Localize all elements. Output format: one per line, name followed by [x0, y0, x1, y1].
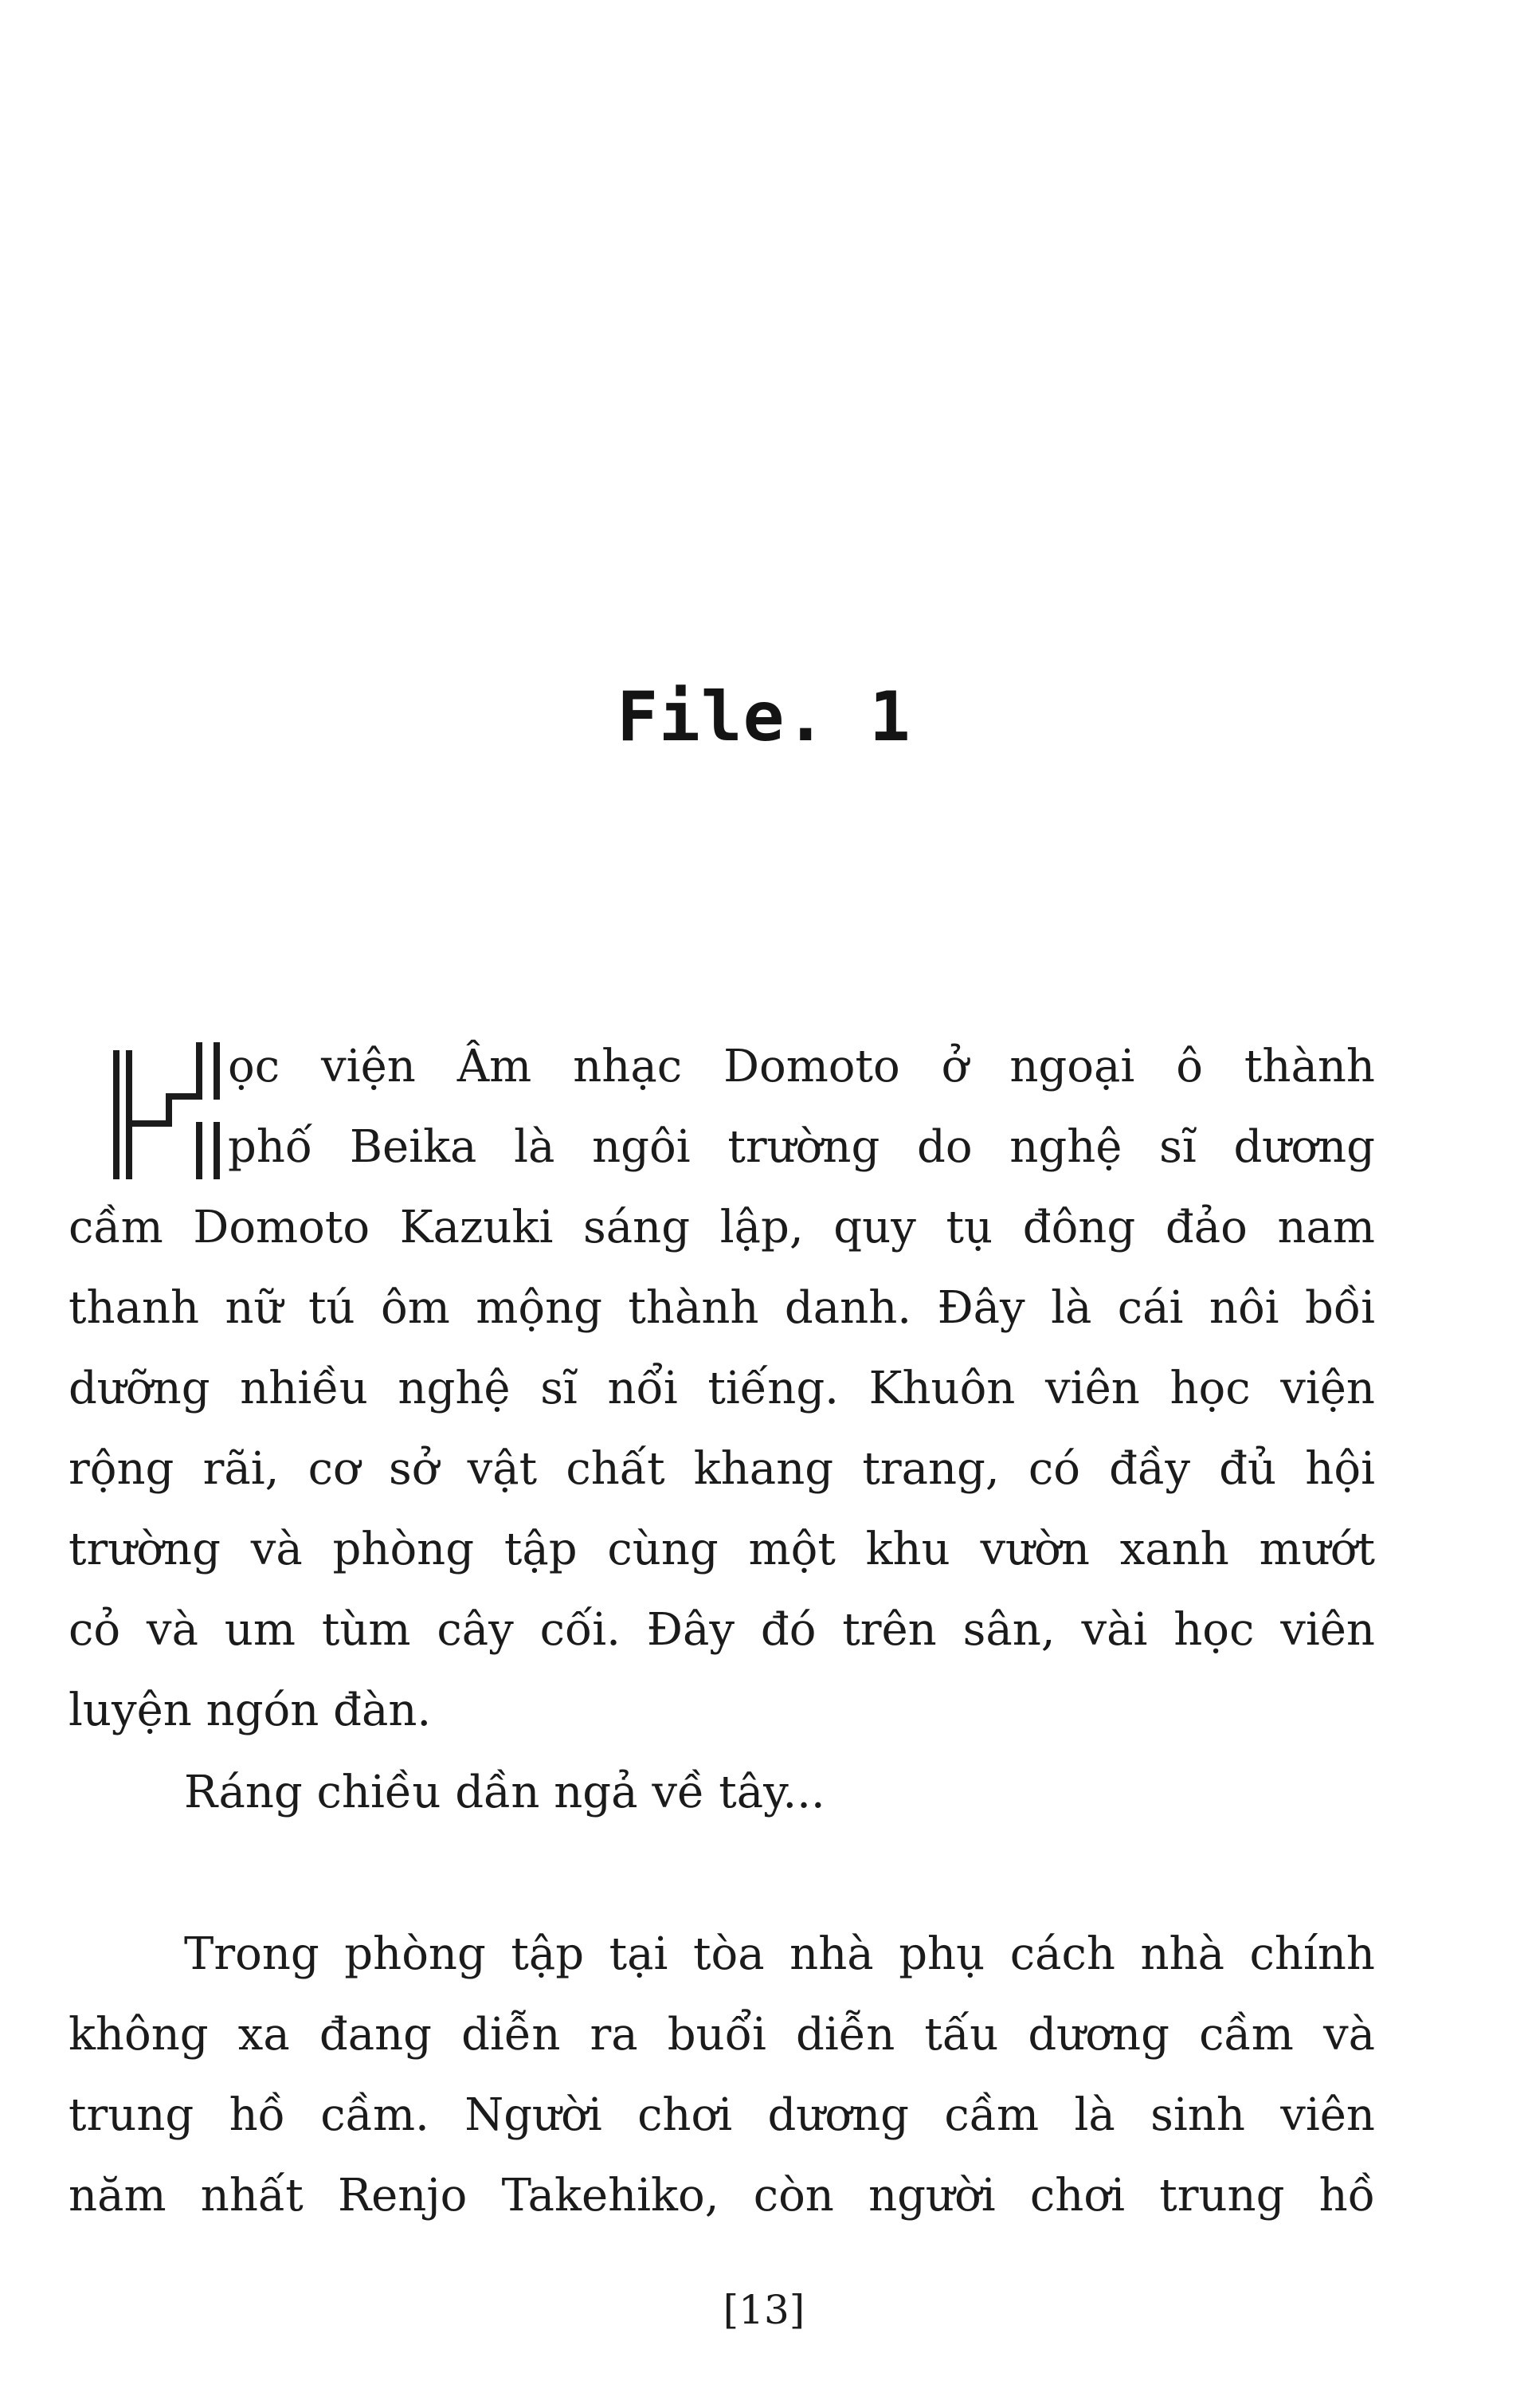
paragraph-2	[69, 1752, 1375, 1833]
text-line: không xa đang diễn ra buổi diễn tấu dương cầm và	[69, 2009, 1375, 2061]
paragraph-3	[69, 1914, 1375, 2236]
text-line: ọc viện Âm nhạc Domoto ở ngoại ô thành	[228, 1041, 1375, 1092]
page-number: [13]	[723, 2287, 805, 2333]
text-line: trung hồ cầm. Người chơi dương cầm là sinh viên	[69, 2089, 1375, 2141]
text-line: thanh nữ tú ôm mộng thành danh. Đây là cái nôi bồi	[69, 1282, 1375, 1334]
text-line: cỏ và um tùm cây cối. Đây đó trên sân, vài học viên	[69, 1604, 1375, 1656]
text-line: Trong phòng tập tại tòa nhà phụ cách nhà chính	[184, 1928, 1375, 1980]
text-line: năm nhất Renjo Takehiko, còn người chơi trung hồ	[69, 2170, 1375, 2222]
text-line: dưỡng nhiều nghệ sĩ nổi tiếng. Khuôn viên học viện	[69, 1363, 1375, 1414]
text-line: rộng rãi, cơ sở vật chất khang trang, có đầy đủ hội	[69, 1443, 1375, 1495]
text-line: trường và phòng tập cùng một khu vườn xanh mướt	[69, 1524, 1375, 1575]
paragraph-1	[69, 1026, 1375, 1751]
text-line: phố Beika là ngôi trường do nghệ sĩ dương	[228, 1121, 1375, 1173]
text-line: cầm Domoto Kazuki sáng lập, quy tụ đông đảo nam	[69, 1202, 1375, 1253]
text-line: luyện ngón đàn.	[69, 1684, 432, 1736]
text-line: Ráng chiều dần ngả về tây...	[184, 1767, 825, 1818]
chapter-title: File. 1	[617, 677, 911, 757]
